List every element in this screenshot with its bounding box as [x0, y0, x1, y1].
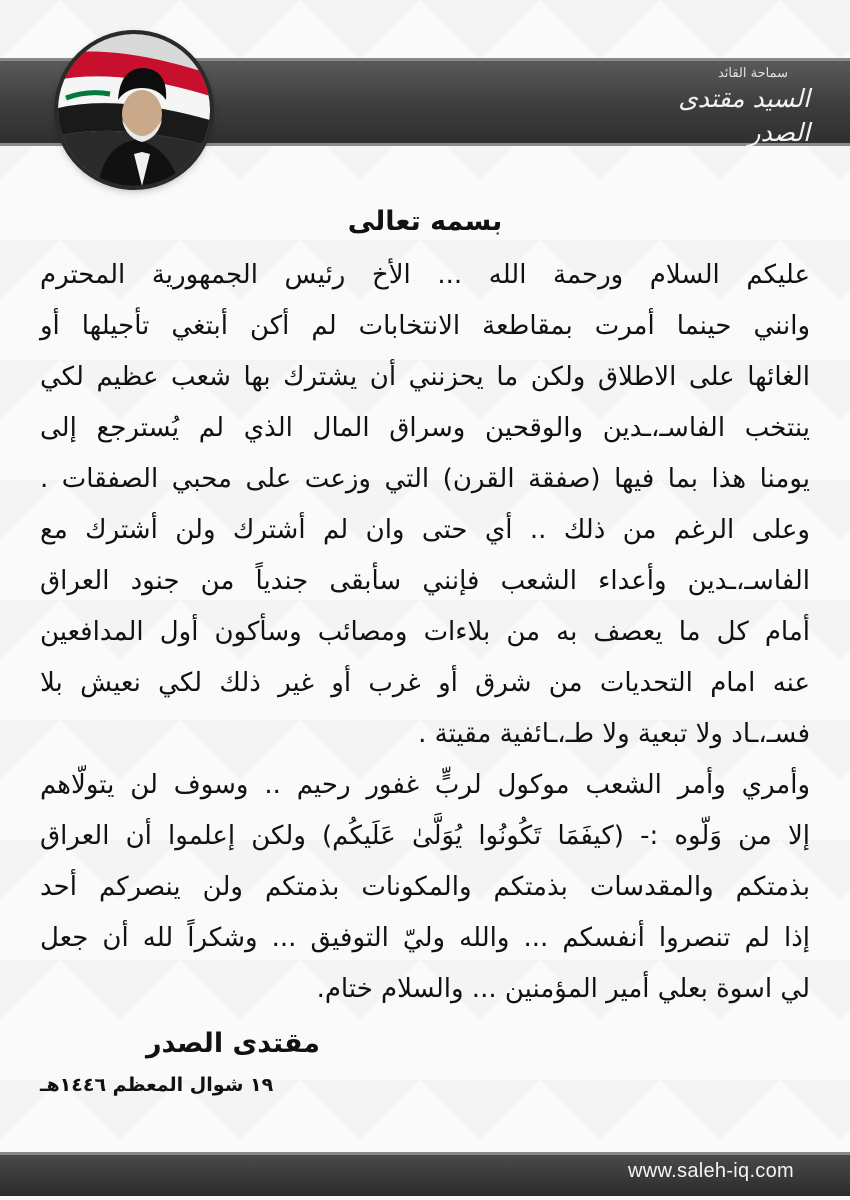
letter-line: عنه امام التحديات من شرق أو غرب أو غير ذلك لكي نعيش بلا	[40, 668, 810, 698]
signature-name: مقتدى الصدر	[145, 1028, 320, 1059]
letter-line: أمام كل ما يعصف به من بلاءات ومصائب وسأكون أول المدافعين	[40, 617, 810, 647]
letter-date: ١٩ شوال المعظم ١٤٤٦هـ	[40, 1074, 274, 1096]
letter-line: إلا من وَلّوه :- (كيفَمَا تَكُونُوا يُوَلَّىٰ عَلَيكُم) ولكن إعلموا أن العراق	[40, 821, 810, 851]
letter-body	[40, 200, 810, 1015]
letter-line: وأمري وأمر الشعب موكول لربٍّ غفور رحيم .. وسوف لن يتولّاهم	[40, 770, 810, 800]
logo-title-small: سماحة القائد	[717, 66, 788, 81]
letter-line: لي اسوة بعلي أمير المؤمنين ... والسلام ختام.	[316, 974, 810, 1004]
letter-line: عليكم السلام ورحمة الله ... الأخ رئيس الجمهورية المحترم	[40, 260, 810, 290]
letter-line: وانني حينما أمرت بمقاطعة الانتخابات لم أكن أبتغي تأجيلها أو	[40, 311, 810, 341]
letter-line: وعلى الرغم من ذلك .. أي حتى وان لم أشترك ولن أشترك مع	[40, 515, 810, 545]
letter-line: يومنا هذا بما فيها (صفقة القرن) التي وزعت على محبي الصفقات .	[40, 464, 810, 494]
portrait-photo	[58, 34, 210, 186]
letter-line: ينتخب الفاسـ،ـدين والوقحين وسراق المال الذي لم يُسترجع إلى	[40, 413, 810, 443]
website-link[interactable]: www.saleh-iq.com	[628, 1160, 794, 1182]
portrait-image	[58, 34, 210, 186]
calligraphy-logo	[610, 66, 810, 147]
letter-line: الغائها على الاطلاق ولكن ما يحزنني أن يشترك بها شعب عظيم لكي	[40, 362, 810, 392]
letter-line: فسـ،ـاد ولا تبعية ولا طـ،ـائفية مقيتة .	[418, 719, 810, 749]
logo-title-main: السيد مقتدى الصدر	[678, 84, 810, 147]
letter-line: الفاسـ،ـدين وأعداء الشعب فإنني سأبقى جندياً من جنود العراق	[40, 566, 810, 596]
letter-line: بذمتكم والمقدسات بذمتكم والمكونات بذمتكم ولن ينصركم أحد	[40, 872, 810, 902]
letter-line: إذا لم تنصروا أنفسكم ... والله وليّ التوفيق ... وشكراً لله أن جعل	[40, 923, 810, 953]
letter-heading: بسمه تعالى	[347, 206, 503, 237]
